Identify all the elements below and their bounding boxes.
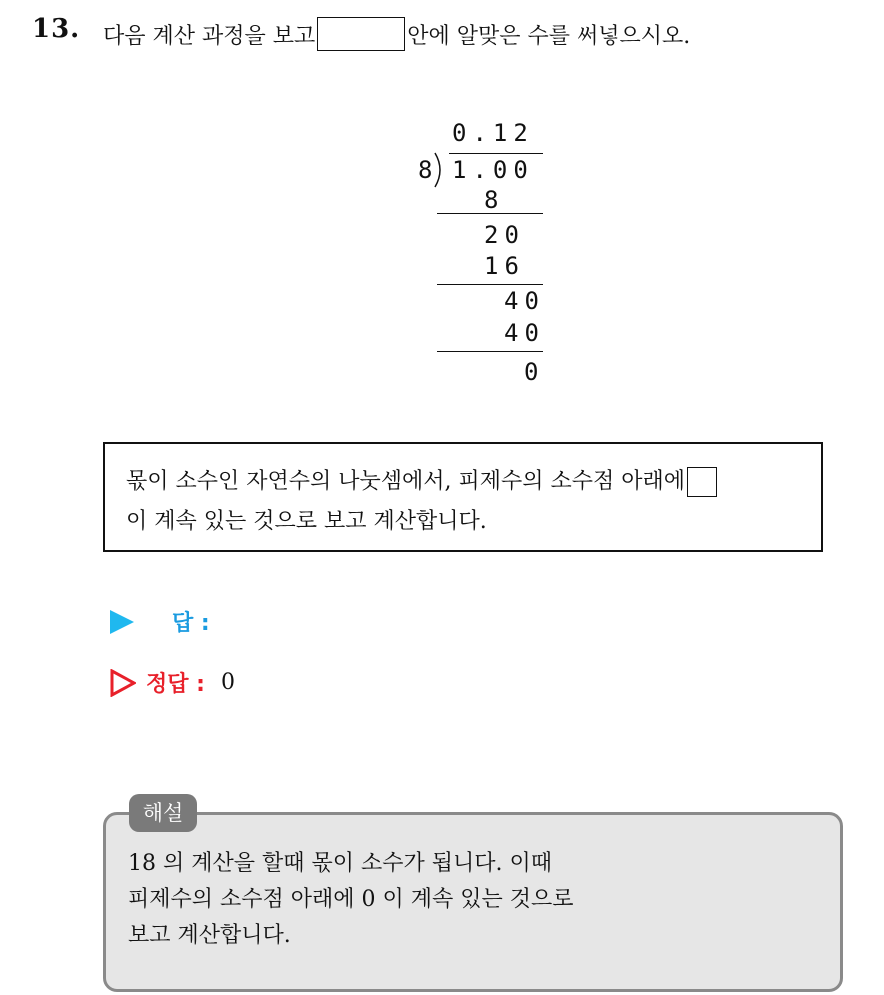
play-arrow-icon: [110, 610, 134, 634]
division-line-1: [437, 213, 543, 214]
explanation-text: [128, 846, 574, 954]
division-line-2: [437, 284, 543, 285]
rule-box: [103, 442, 823, 552]
division-step-4: 40: [504, 287, 545, 315]
question-number: 13.: [32, 14, 81, 44]
long-division: [0, 0, 884, 400]
division-quotient: 0.12: [452, 119, 534, 147]
explanation-line-1: 18 의 계산을 할때 몫이 소수가 됩니다. 이때: [128, 851, 552, 876]
rule-blank-box: [687, 467, 717, 497]
answer-row: [110, 606, 210, 637]
question-text-after: 안에 알맞은 수를 써넣으시오.: [407, 23, 691, 49]
division-divisor: 8: [418, 156, 439, 184]
explanation-line-3: 보고 계산합니다.: [128, 923, 291, 948]
correct-answer-value: 0: [220, 670, 235, 695]
division-step-5: 40: [504, 319, 545, 347]
explanation-tab: 해설: [129, 794, 197, 832]
division-bar: [449, 153, 543, 154]
answer-label: 답 :: [172, 611, 210, 636]
outline-arrow-icon: [110, 669, 136, 697]
division-bracket: [433, 152, 447, 188]
correct-answer-label: 정답 :: [146, 672, 205, 697]
correct-answer-row: [110, 667, 235, 698]
division-step-1: 8: [484, 186, 505, 214]
rule-line-1: 몫이 소수인 자연수의 나눗셈에서, 피제수의 소수점 아래에: [126, 462, 821, 502]
division-dividend: 1.00: [452, 156, 534, 184]
division-step-2: 20: [484, 221, 525, 249]
division-step-3: 16: [484, 252, 525, 280]
division-line-3: [437, 351, 543, 352]
division-remainder: 0: [524, 358, 545, 386]
explanation-line-2: 피제수의 소수점 아래에 0 이 계속 있는 것으로: [128, 887, 574, 912]
rule-line-2: 이 계속 있는 것으로 보고 계산합니다.: [126, 509, 487, 534]
question-text-before: 다음 계산 과정을 보고: [103, 23, 316, 49]
